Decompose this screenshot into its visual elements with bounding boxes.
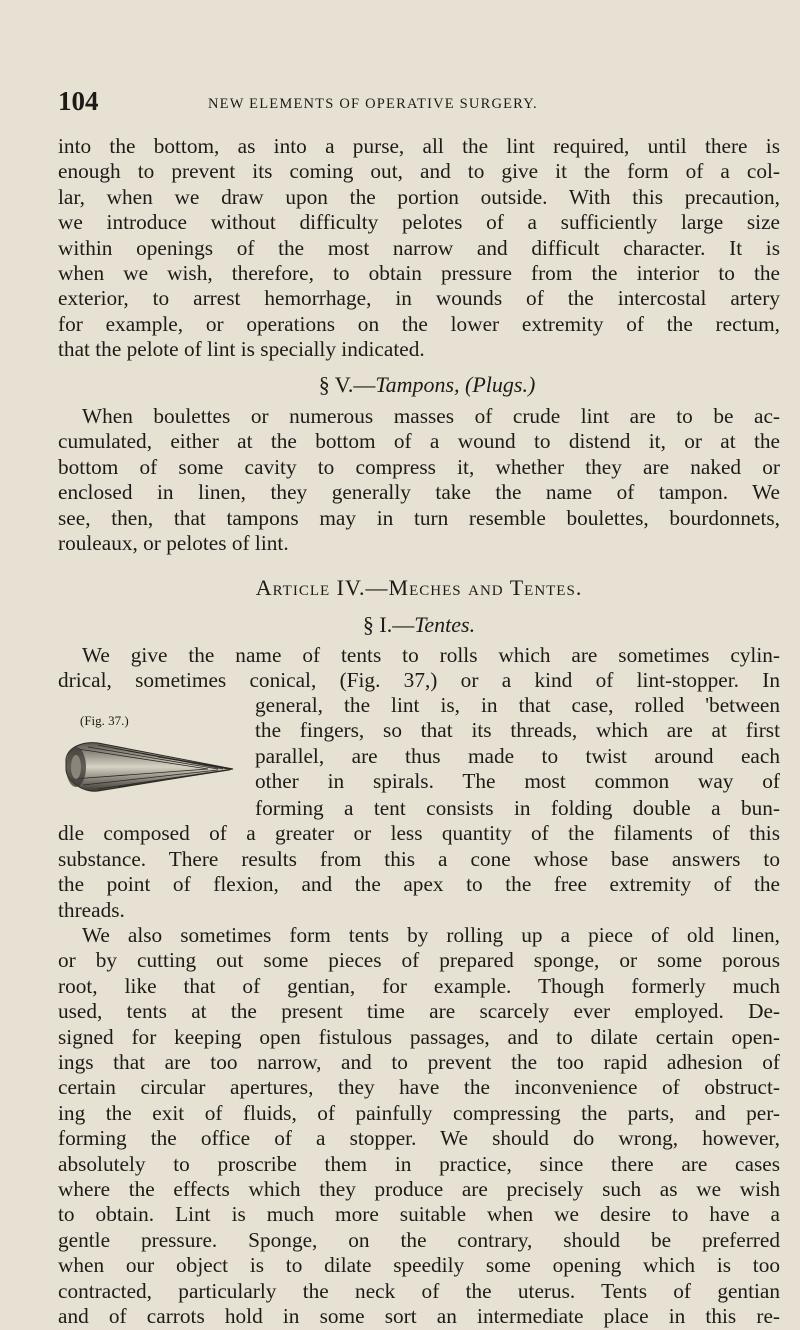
text-line: parallel, are thus made to twist around each bbox=[255, 743, 780, 768]
text-line: within openings of the most narrow and difficult character. It is bbox=[58, 235, 780, 260]
text-line: gentle pressure. Sponge, on the contrary, should be preferred bbox=[58, 1227, 780, 1252]
section-title: Tentes. bbox=[414, 612, 476, 637]
text-line: the fingers, so that its threads, which are at first bbox=[255, 718, 780, 743]
text-line: signed for keeping open fistulous passages, and to dilate certain open- bbox=[58, 1024, 780, 1049]
paragraph-3-start bbox=[58, 643, 780, 694]
paragraph-2 bbox=[58, 404, 780, 556]
text-line: the point of flexion, and the apex to the free extremity of the bbox=[58, 872, 780, 897]
text-line: absolutely to proscribe them in practice, since there are cases bbox=[58, 1151, 780, 1176]
paragraph-3-end bbox=[58, 796, 780, 923]
text-line: we introduce without difficulty pelotes of a sufficiently large size bbox=[58, 210, 780, 235]
text-line: to obtain. Lint is much more suitable when we desire to have a bbox=[58, 1202, 780, 1227]
text-line: other in spirals. The most common way of bbox=[255, 769, 780, 794]
text-line: when our object is to dilate speedily some opening which is too bbox=[58, 1253, 780, 1278]
text-line: We give the name of tents to rolls which are sometimes cylin- bbox=[82, 643, 780, 667]
text-line: that the pelote of lint is specially indicated. bbox=[58, 337, 425, 362]
running-title: NEW ELEMENTS OF OPERATIVE SURGERY. bbox=[208, 96, 538, 112]
text-line: When boulettes or numerous masses of crude lint are to be ac- bbox=[82, 404, 780, 428]
section-mark: § V.— bbox=[318, 372, 376, 397]
text-line: rouleaux, or pelotes of lint. bbox=[58, 531, 289, 556]
paragraph-3-beside-figure bbox=[255, 693, 780, 795]
text-line: exterior, to arrest hemorrhage, in wounds of the intercostal artery bbox=[58, 286, 780, 311]
paragraph-1 bbox=[58, 134, 780, 363]
text-line: ings that are too narrow, and to prevent the too rapid adhesion of bbox=[58, 1050, 780, 1075]
page-header bbox=[58, 86, 778, 116]
text-line: forming a tent consists in folding double a bun- bbox=[255, 796, 780, 820]
text-line: forming the office of a stopper. We should do wrong, however, bbox=[58, 1126, 780, 1151]
text-line: cumulated, either at the bottom of a wound to distend it, or at the bbox=[58, 429, 780, 454]
text-line: when we wish, therefore, to obtain pressure from the interior to the bbox=[58, 261, 780, 286]
text-line: We also sometimes form tents by rolling up a piece of old linen, bbox=[82, 923, 780, 947]
text-line: see, then, that tampons may in turn resemble boulettes, bourdonnets, bbox=[58, 505, 780, 530]
text-line: root, like that of gentian, for example. Though formerly much bbox=[58, 973, 780, 998]
text-line: substance. There results from this a cone whose base answers to bbox=[58, 846, 780, 871]
text-line: used, tents at the present time are scarcely ever employed. De- bbox=[58, 999, 780, 1024]
text-line: for example, or operations on the lower extremity of the rectum, bbox=[58, 311, 780, 336]
section-heading-tampons bbox=[58, 372, 788, 398]
text-line: lar, when we draw upon the portion outside. With this precaution, bbox=[58, 184, 780, 209]
text-line: into the bottom, as into a purse, all the lint required, until there is bbox=[58, 134, 780, 158]
section-mark: § I.— bbox=[362, 612, 415, 637]
text-line: enclosed in linen, they generally take the name of tampon. We bbox=[58, 480, 780, 505]
section-title: Tampons, bbox=[375, 372, 460, 397]
text-line: drical, sometimes conical, (Fig. 37,) or a kind of lint-stopper. In bbox=[58, 668, 780, 693]
page-number: 104 bbox=[58, 86, 99, 116]
text-line: certain circular apertures, they have the inconvenience of obstruct- bbox=[58, 1075, 780, 1100]
section-heading-tentes bbox=[58, 612, 780, 638]
text-line: or by cutting out some pieces of prepared sponge, or some porous bbox=[58, 948, 780, 973]
article-title: Article IV.—Meches and Tentes. bbox=[255, 575, 583, 600]
section-subtitle: (Plugs.) bbox=[465, 372, 536, 397]
text-line: contracted, particularly the neck of the uterus. Tents of gentian bbox=[58, 1278, 780, 1303]
text-line: general, the lint is, in that case, rolled 'between bbox=[255, 693, 780, 717]
text-line: bottom of some cavity to compress it, whether they are naked or bbox=[58, 454, 780, 479]
text-line: dle composed of a greater or less quantity of the filaments of this bbox=[58, 821, 780, 846]
text-line: and of carrots hold in some sort an intermediate place in this re- bbox=[58, 1304, 780, 1329]
figure-caption: (Fig. 37.) bbox=[80, 713, 129, 728]
article-heading bbox=[58, 575, 780, 601]
text-line: threads. bbox=[58, 897, 125, 922]
text-line: ing the exit of fluids, of painfully compressing the parts, and per- bbox=[58, 1100, 780, 1125]
text-line: enough to prevent its coming out, and to give it the form of a col- bbox=[58, 159, 780, 184]
text-line: where the effects which they produce are precisely such as we wish bbox=[58, 1177, 780, 1202]
paragraph-4 bbox=[58, 923, 780, 1330]
